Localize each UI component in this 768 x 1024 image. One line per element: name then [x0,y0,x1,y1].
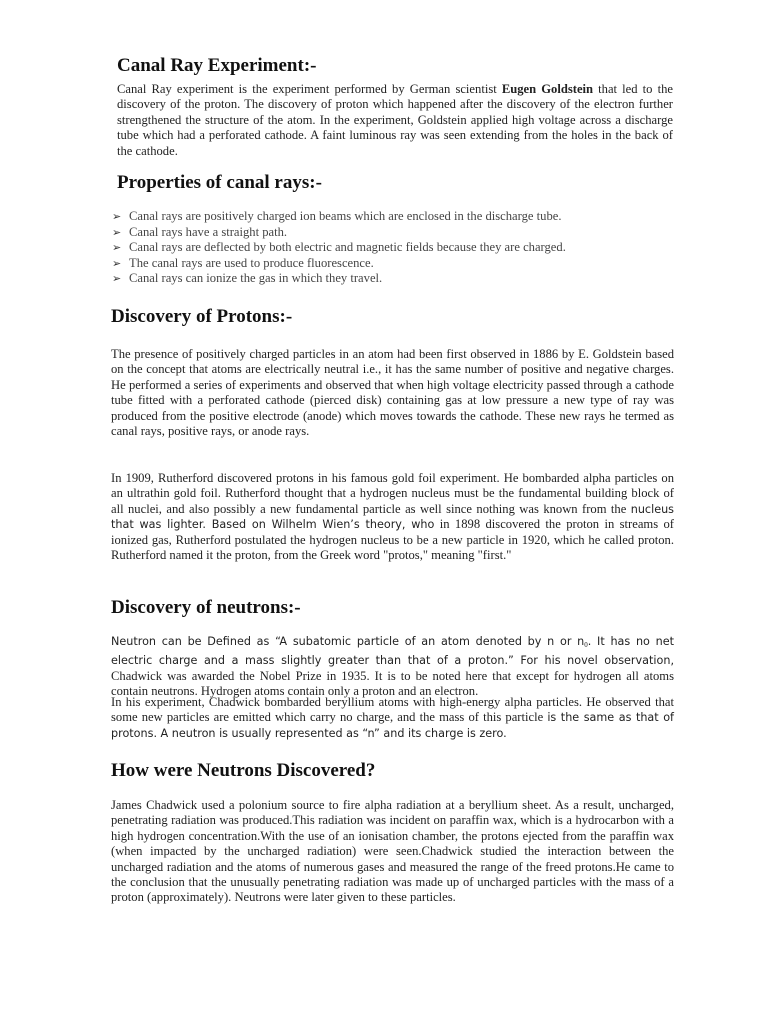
list-item-text: The canal rays are used to produce fluorescence. [129,255,374,270]
arrow-bullet-icon: ➢ [112,241,122,255]
neutron-definition-text-b: . It has no net electric charge and a mass slightly greater than that of a proton.” For his novel observation, [111,635,675,668]
neutron-subscript: 0 [584,641,588,649]
paragraph-neutrons-2 [111,695,674,741]
arrow-bullet-icon: ➢ [112,210,122,223]
list-item-text: Canal rays can ionize the gas in which they travel. [129,271,383,286]
arrow-bullet-icon: ➢ [112,272,122,286]
properties-list [112,209,672,287]
paragraph-neutrons-2-text: In his experiment, Chadwick bombarded beryllium atoms with high-energy alpha particles. He observed that some new particles are emitted which carry no charge, and the mass of this particle [111,695,674,725]
paragraph-neutrons-1-text: Chadwick was awarded the Nobel Prize in 1935. It is to be noted here that except for hydrogen all atoms contain neutrons. Hydrogen atoms contain only a proton and an electron. [111,668,674,699]
paragraph-canal-ray-text-a: Canal Ray experiment is the experiment performed by German scientist [117,82,502,96]
list-item-text: Canal rays are positively charged ion beams which are enclosed in the discharge tube. [129,209,562,223]
list-item-text: Canal rays are deflected by both electric and magnetic fields because they are charged. [129,240,566,255]
paragraph-protons-1: The presence of positively charged particles in an atom had been first observed in 1886 by E. Goldstein based on the concept that atoms are electrically neutral i.e., it has the same number of positive and negative charges. He performed a series of experiments and observed that when high voltage electricity passed through a cathode tube fitted with a perforated cathode (pierced disk) containing gas at low pressure a new type of ray was produced from the positive electrode (anode) which moves towards the cathode. These new rays he termed as canal rays, positive rays, or anode rays. [111,347,674,439]
heading-canal-ray-experiment: Canal Ray Experiment:- [117,55,317,76]
paragraph-neutrons-2-text-sans: is the same as that of protons. A neutron is usually represented as “n” and its charge is zero. [111,711,674,740]
paragraph-protons-2-text-sans: nucleus that was lighter. Based on Wilhelm Wien’s theory, who [111,502,674,532]
heading-discovery-of-neutrons: Discovery of neutrons:- [111,597,301,618]
paragraph-neutrons-1 [111,634,674,700]
paragraph-canal-ray [117,82,673,159]
heading-how-were-neutrons-discovered: How were Neutrons Discovered? [111,760,376,781]
list-item [112,209,672,225]
scientist-name-bold: Eugen Goldstein [501,82,594,96]
list-item [112,256,672,272]
neutron-definition-text: Neutron can be Defined as “A subatomic particle of an atom denoted by n or n [111,635,585,648]
list-item [112,225,672,241]
paragraph-how-neutrons: James Chadwick used a polonium source to fire alpha radiation at a beryllium sheet. As a result, uncharged, penetrating radiation was produced.This radiation was incident on paraffin wax, which is a hydrocarbon with a high hydrogen concentration.With the use of an ionisation chamber, the protons ejected from the paraffin wax (when impacted by the uncharged radiation) were seen.Chadwick studied the interaction between the uncharged radiation and the atoms of numerous gases and measured the range of the freed protons.He came to the conclusion that the unusually penetrating radiation was made up of uncharged particles with the mass of a proton (approximately). Neutrons were later given to these particles. [111,798,674,905]
arrow-bullet-icon: ➢ [112,256,122,270]
heading-discovery-of-protons: Discovery of Protons:- [111,306,293,327]
arrow-bullet-icon: ➢ [112,225,122,239]
paragraph-protons-2-text-b: in 1898 discovered the proton in streams of ionized gas, Rutherford postulated the hydrogen nucleus to be a new particle in 1920, which he called proton. Rutherford named it the proton, from the Greek word "protos," meaning "first." [111,517,675,563]
list-item-text: Canal rays have a straight path. [129,224,288,239]
list-item [112,240,672,256]
paragraph-protons-2 [111,471,674,563]
paragraph-protons-2-text-a: In 1909, Rutherford discovered protons in his famous gold foil experiment. He bombarded alpha particles on an ultrathin gold foil. Rutherford thought that a hydrogen nucleus must be the fundamental building block of all nuclei, and also possibly a new fundamental particle as well since nothing was known from the [111,471,674,516]
list-item [112,271,672,287]
heading-properties-canal-rays: Properties of canal rays:- [117,172,322,193]
paragraph-canal-ray-text-b: that led to the discovery of the proton. The discovery of proton which happened after the discovery of the electron further strengthened the structure of the atom. In the experiment, Goldstein applied high voltage across a discharge tube which had a perforated cathode. A faint luminous ray was seen extending from the holes in the back of the cathode. [117,82,673,158]
